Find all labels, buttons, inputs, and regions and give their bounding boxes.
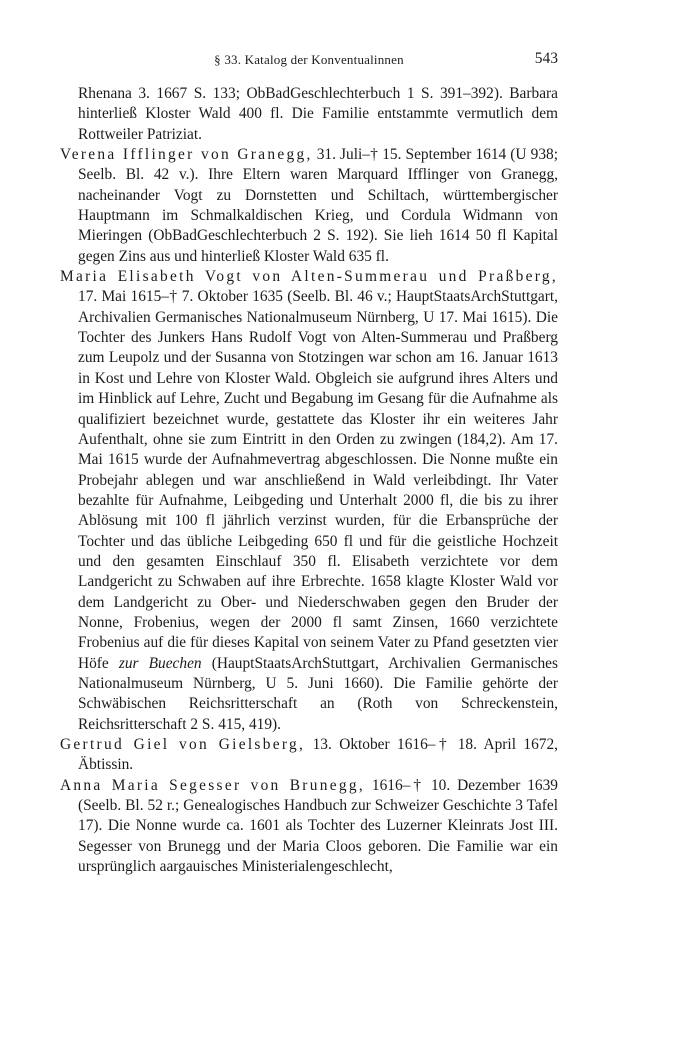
entry-text: 1616–† 10. Dezember 1639 (Seelb. Bl. 52 r.; Genealogisches Handbuch zur Schweizer Geschichte 3 Tafel 17). Die Nonne wurde ca. 1601 als Tochter des Luzerner Kleinrats Jost III. Segesser von Brunegg und der Maria Cloos geboren. Die Familie war ein ursprünglich aargauisches Ministerialengeschlecht, [78,776,558,876]
entry-text: 31. Juli–† 15. September 1614 (U 938; Seelb. Bl. 42 v.). Ihre Eltern waren Marquard Ifflinger von Granegg, nacheinander Vogt zu Dornstetten und Schiltach, württembergischer Hauptmann im Schmalkaldischen Krieg, und Cordula Widmann von Mieringen (ObBadGeschlechterbuch 2 S. 192). Sie lieh 1614 50 fl Kapital gegen Zins aus und hinterließ Kloster Wald 635 fl. [78,146,558,265]
entry-name: Maria Elisabeth Vogt von Alten-Summerau und Praßberg, [60,268,558,286]
entry-text: Rhenana 3. 1667 S. 133; ObBadGeschlechterbuch 1 S. 391–392). Barbara hinterließ Kloster Wald 400 fl. Die Familie entstammte vermutlich dem Rottweiler Patriziat. [78,85,558,143]
entry-continuation [60,84,558,145]
section-title: § 33. Katalog der Konventualinnen [214,52,404,67]
entry-verena-ifflinger [60,145,558,267]
entry-name: Verena Ifflinger von Granegg, [60,146,313,164]
entry-text-after: (HauptStaatsArchStuttgart, Archivalien Germanisches Nationalmuseum Nürnberg, U 5. Juni 1660). Die Familie gehörte der Schwäbischen Reichsritterschaft an (Roth von Schreckenstein, Reichsritterschaft 2 S. 415, 419). [78,654,558,733]
page-number: 543 [534,50,558,67]
entry-italic-place: zur Buechen [118,654,202,672]
catalog-text [60,84,558,877]
entry-text: 17. Mai 1615–† 7. Oktober 1635 (Seelb. Bl. 46 v.; HauptStaatsArchStuttgart, Archivalien Germanisches Nationalmuseum Nürnberg, U 17. Mai 1615). Die Tochter des Junkers Hans Rudolf Vogt von Alten-Summerau und Praßberg zum Leupolz und der Susanna von Stotzingen war schon am 16. Januar 1613 in Kost und Lehre von Kloster Wald. Obgleich sie aufgrund ihres Alters und im Hinblick auf Lehre, Zucht und Begabung im Gesang für die Aufnahme als qualifiziert bezeichnet wurde, gestattete das Kloster ihr ein weiteres Jahr Aufenthalt, ohne sie zum Eintritt in den Orden zu zwingen (184,2). Am 17. Mai 1615 wurde der Aufnahmevertrag abgeschlossen. Die Nonne mußte ein Probejahr ablegen und war anschließend in Wald verleibdingt. Ihr Vater bezahlte für Aufnahme, Leibgeding und Unterhalt 2000 fl, die bis zu ihrer Ablösung mit 100 fl jährlich verzinst wurden, für die Erbansprüche der Tochter und das übliche Leibgeding 650 fl und für die geistliche Hochzeit und den gesamten Einschlauf 350 fl. Elisabeth verzichtete vor dem Landgericht zu Schwaben auf ihre Erbrechte. 1658 klagte Kloster Wald vor dem Landgericht zu Ober- und Niederschwaben gegen den Bruder der Nonne, Frobenius, wegen der 2000 fl samt Zinsen, 1660 verzichtete Frobenius auf die für dieses Kapital von seinem Vater zu Pfand gesetzten vier Höfe [78,288,558,672]
entry-anna-maria-segesser [60,776,558,878]
entry-gertrud-giel [60,735,558,776]
entry-text: 13. Oktober 1616–† 18. April 1672, Äbtissin. [78,736,558,774]
entry-name: Anna Maria Segesser von Brunegg, [60,776,365,794]
running-head [60,50,558,70]
entry-maria-elisabeth-vogt [60,267,558,735]
entry-name: Gertrud Giel von Gielsberg, [60,736,306,753]
